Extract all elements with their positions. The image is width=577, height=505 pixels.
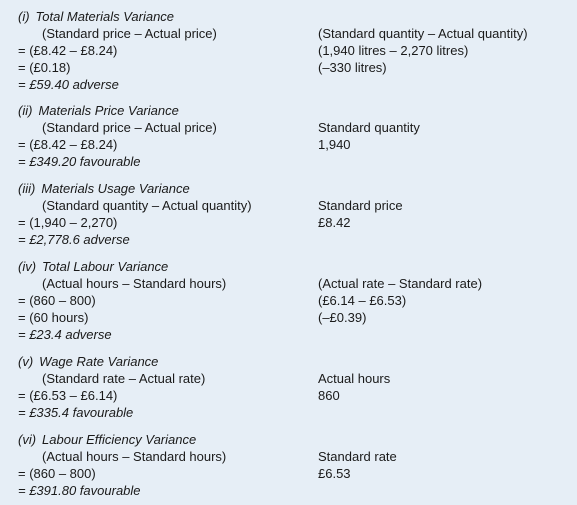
section-title: Labour Efficiency Variance xyxy=(42,432,197,447)
section-title: Wage Rate Variance xyxy=(39,354,159,369)
calc-step: = (£8.42 – £8.24) xyxy=(18,43,118,58)
calc-step: = (£0.18) xyxy=(18,60,71,75)
right-column-line: Standard rate xyxy=(318,449,397,464)
right-column-line: (Standard quantity – Actual quantity) xyxy=(318,26,528,41)
result-line: = £2,778.6 adverse xyxy=(18,232,130,247)
right-column-line: Standard quantity xyxy=(318,120,420,135)
result-line: = £391.80 favourable xyxy=(18,483,141,498)
right-column-line: (£6.14 – £6.53) xyxy=(318,293,407,308)
formula-line: (Actual hours – Standard hours) xyxy=(42,449,227,464)
section-number: (iii) xyxy=(18,181,36,196)
result-line: = £335.4 favourable xyxy=(18,405,134,420)
formula-line: (Standard quantity – Actual quantity) xyxy=(42,198,252,213)
right-column-line: Actual hours xyxy=(318,371,391,386)
calc-step: = (1,940 – 2,270) xyxy=(18,215,118,230)
calc-step: = (£8.42 – £8.24) xyxy=(18,137,118,152)
result-line: = £59.40 adverse xyxy=(18,77,119,92)
formula-line: (Standard rate – Actual rate) xyxy=(42,371,206,386)
right-column-line: (Actual rate – Standard rate) xyxy=(318,276,483,291)
formula-line: (Actual hours – Standard hours) xyxy=(42,276,227,291)
section-number: (i) xyxy=(18,9,30,24)
right-column-line: (–330 litres) xyxy=(318,60,387,75)
calc-step: = (60 hours) xyxy=(18,310,89,325)
result-line: = £349.20 favourable xyxy=(18,154,141,169)
calc-step: = (£6.53 – £6.14) xyxy=(18,388,118,403)
section-title: Total Materials Variance xyxy=(35,9,175,24)
formula-line: (Standard price – Actual price) xyxy=(42,120,217,135)
right-column-line: Standard price xyxy=(318,198,403,213)
section-number: (ii) xyxy=(18,103,33,118)
section-title: Materials Price Variance xyxy=(38,103,179,118)
section-heading xyxy=(18,181,190,197)
section-title: Materials Usage Variance xyxy=(41,181,190,196)
section-heading xyxy=(18,103,179,119)
section-number: (iv) xyxy=(18,259,37,274)
section-title: Total Labour Variance xyxy=(42,259,169,274)
section-heading xyxy=(18,259,168,275)
section-heading xyxy=(18,432,196,448)
section-heading xyxy=(18,9,174,25)
section-heading xyxy=(18,354,158,370)
right-column-line: £6.53 xyxy=(318,466,351,481)
calc-step: = (860 – 800) xyxy=(18,293,96,308)
right-column-line: (–£0.39) xyxy=(318,310,367,325)
section-number: (v) xyxy=(18,354,34,369)
right-column-line: 1,940 xyxy=(318,137,351,152)
section-number: (vi) xyxy=(18,432,37,447)
calc-step: = (860 – 800) xyxy=(18,466,96,481)
right-column-line: 860 xyxy=(318,388,340,403)
formula-line: (Standard price – Actual price) xyxy=(42,26,217,41)
result-line: = £23.4 adverse xyxy=(18,327,112,342)
right-column-line: (1,940 litres – 2,270 litres) xyxy=(318,43,469,58)
right-column-line: £8.42 xyxy=(318,215,351,230)
